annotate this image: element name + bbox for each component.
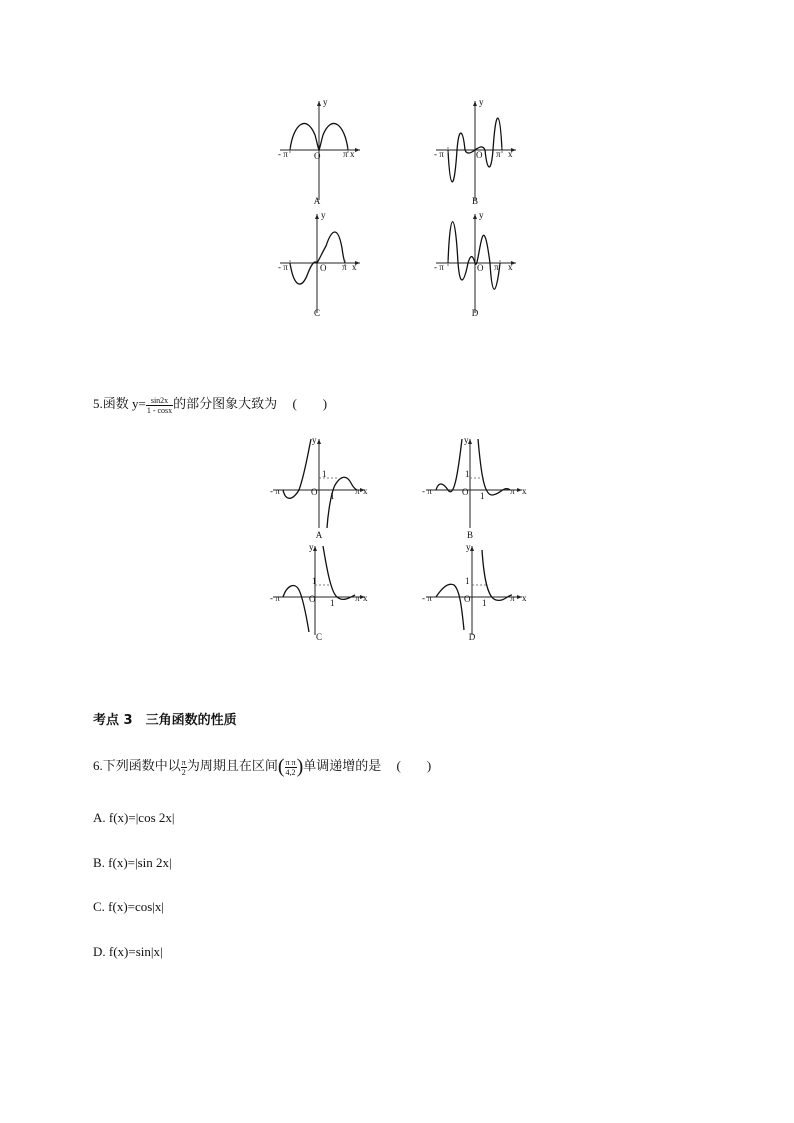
caption: D [468, 632, 476, 642]
svg-text:O: O [477, 263, 484, 273]
section-heading: 考点 3 三角函数的性质 [93, 713, 237, 728]
question-5-fraction [146, 396, 173, 415]
question-5-suffix: 的部分图象大致为 [173, 396, 278, 411]
svg-text:O: O [464, 594, 471, 604]
pi-label: π [343, 149, 348, 159]
svg-text:x: x [508, 149, 513, 159]
x-label: x [350, 149, 355, 159]
curve-right [482, 550, 512, 600]
svg-text:π: π [510, 486, 515, 496]
question-6: 6.下列函数中以 $\frac{\pi}{2}$ 为周期且在区间( $\frac{\text{π π}}{4,2}$ )单调递增的是 ( ) [93, 755, 432, 778]
interval-fraction: $\frac{\text{π π}}{4,2}$ [285, 757, 296, 777]
svg-text:π: π [355, 593, 360, 603]
svg-text:x: x [508, 262, 513, 272]
svg-text:x: x [363, 486, 368, 496]
svg-text:1: 1 [312, 576, 317, 586]
svg-text:1: 1 [330, 598, 335, 608]
svg-text:- π: - π [434, 149, 444, 159]
y-label: y [323, 97, 328, 107]
svg-text:x: x [522, 593, 527, 603]
curve-right [327, 477, 357, 528]
svg-text:π: π [342, 262, 347, 272]
graph-2b [418, 433, 533, 543]
graph-1c [270, 208, 370, 323]
svg-text:π: π [496, 149, 501, 159]
fraction-numerator: sin2x [146, 396, 173, 406]
svg-text:y: y [321, 210, 326, 220]
svg-text:x: x [522, 486, 527, 496]
answer-paren: ( ) [396, 758, 432, 773]
svg-text:1: 1 [322, 469, 327, 479]
option-key: B. [93, 855, 105, 870]
svg-text:O: O [309, 594, 316, 604]
svg-text:O: O [462, 487, 469, 497]
svg-text:1: 1 [480, 491, 485, 501]
graph-2a [265, 433, 375, 543]
curve-left [283, 586, 309, 632]
question-6-suffix: 单调递增的是 [303, 758, 382, 773]
svg-text:- π: - π [278, 262, 288, 272]
option-text: f(x)=|sin 2x| [108, 855, 172, 870]
svg-text:y: y [312, 435, 317, 445]
svg-text:x: x [363, 593, 368, 603]
graph-2c [265, 540, 375, 650]
neg-pi-label: - π [278, 149, 288, 159]
option-text: f(x)=cos|x| [108, 899, 165, 914]
curve-right [323, 546, 355, 599]
svg-text:π: π [355, 486, 360, 496]
option-key: C. [93, 899, 105, 914]
graph-1b [428, 95, 528, 210]
answer-paren: ( ) [292, 396, 328, 411]
svg-text:1: 1 [330, 491, 335, 501]
origin-label: O [314, 151, 321, 161]
svg-text:π: π [494, 262, 499, 272]
option-b[interactable] [93, 855, 172, 871]
option-text: f(x)=|cos 2x| [108, 810, 175, 825]
svg-text:- π: - π [270, 593, 280, 603]
caption: B [471, 196, 479, 206]
curve [448, 222, 500, 290]
svg-text:y: y [309, 542, 314, 552]
caption: C [313, 308, 321, 318]
caption: A [315, 530, 323, 540]
svg-text:x: x [352, 262, 357, 272]
svg-text:y: y [464, 435, 469, 445]
caption: B [466, 530, 474, 540]
svg-text:1: 1 [465, 576, 470, 586]
question-6-prefix: 6.下列函数中以 [93, 758, 181, 773]
svg-text:y: y [479, 97, 484, 107]
svg-text:- π: - π [434, 262, 444, 272]
question-6-middle: 为周期且在区间 [186, 758, 278, 773]
svg-text:- π: - π [422, 593, 432, 603]
svg-text:y: y [479, 210, 484, 220]
option-a[interactable] [93, 810, 175, 826]
fraction-denominator: 1 - cosx [146, 405, 173, 415]
option-key: D. [93, 944, 106, 959]
option-c[interactable] [93, 899, 164, 915]
option-key: A. [93, 810, 106, 825]
curve-left [436, 584, 464, 630]
svg-text:1: 1 [482, 598, 487, 608]
graph-1a [270, 95, 370, 210]
svg-text:1: 1 [465, 469, 470, 479]
svg-text:y: y [466, 542, 471, 552]
curve-left [283, 439, 311, 498]
question-5 [93, 393, 327, 415]
graph-2d [418, 540, 533, 650]
svg-text:O: O [320, 263, 327, 273]
svg-text:- π: - π [422, 486, 432, 496]
period-fraction: $\frac{\pi}{2}$ [181, 757, 186, 777]
question-5-prefix: 5.函数 y= [93, 396, 146, 411]
option-text: f(x)=sin|x| [108, 944, 163, 959]
option-d[interactable] [93, 944, 163, 960]
curve-right [478, 439, 510, 495]
curve-left [436, 439, 462, 492]
caption: C [315, 632, 323, 642]
caption: D [471, 308, 479, 318]
svg-text:π: π [510, 593, 515, 603]
graph-1d [428, 208, 528, 323]
caption: A [313, 196, 321, 206]
svg-text:O: O [311, 487, 318, 497]
svg-text:O: O [476, 150, 483, 160]
svg-text:- π: - π [270, 486, 280, 496]
